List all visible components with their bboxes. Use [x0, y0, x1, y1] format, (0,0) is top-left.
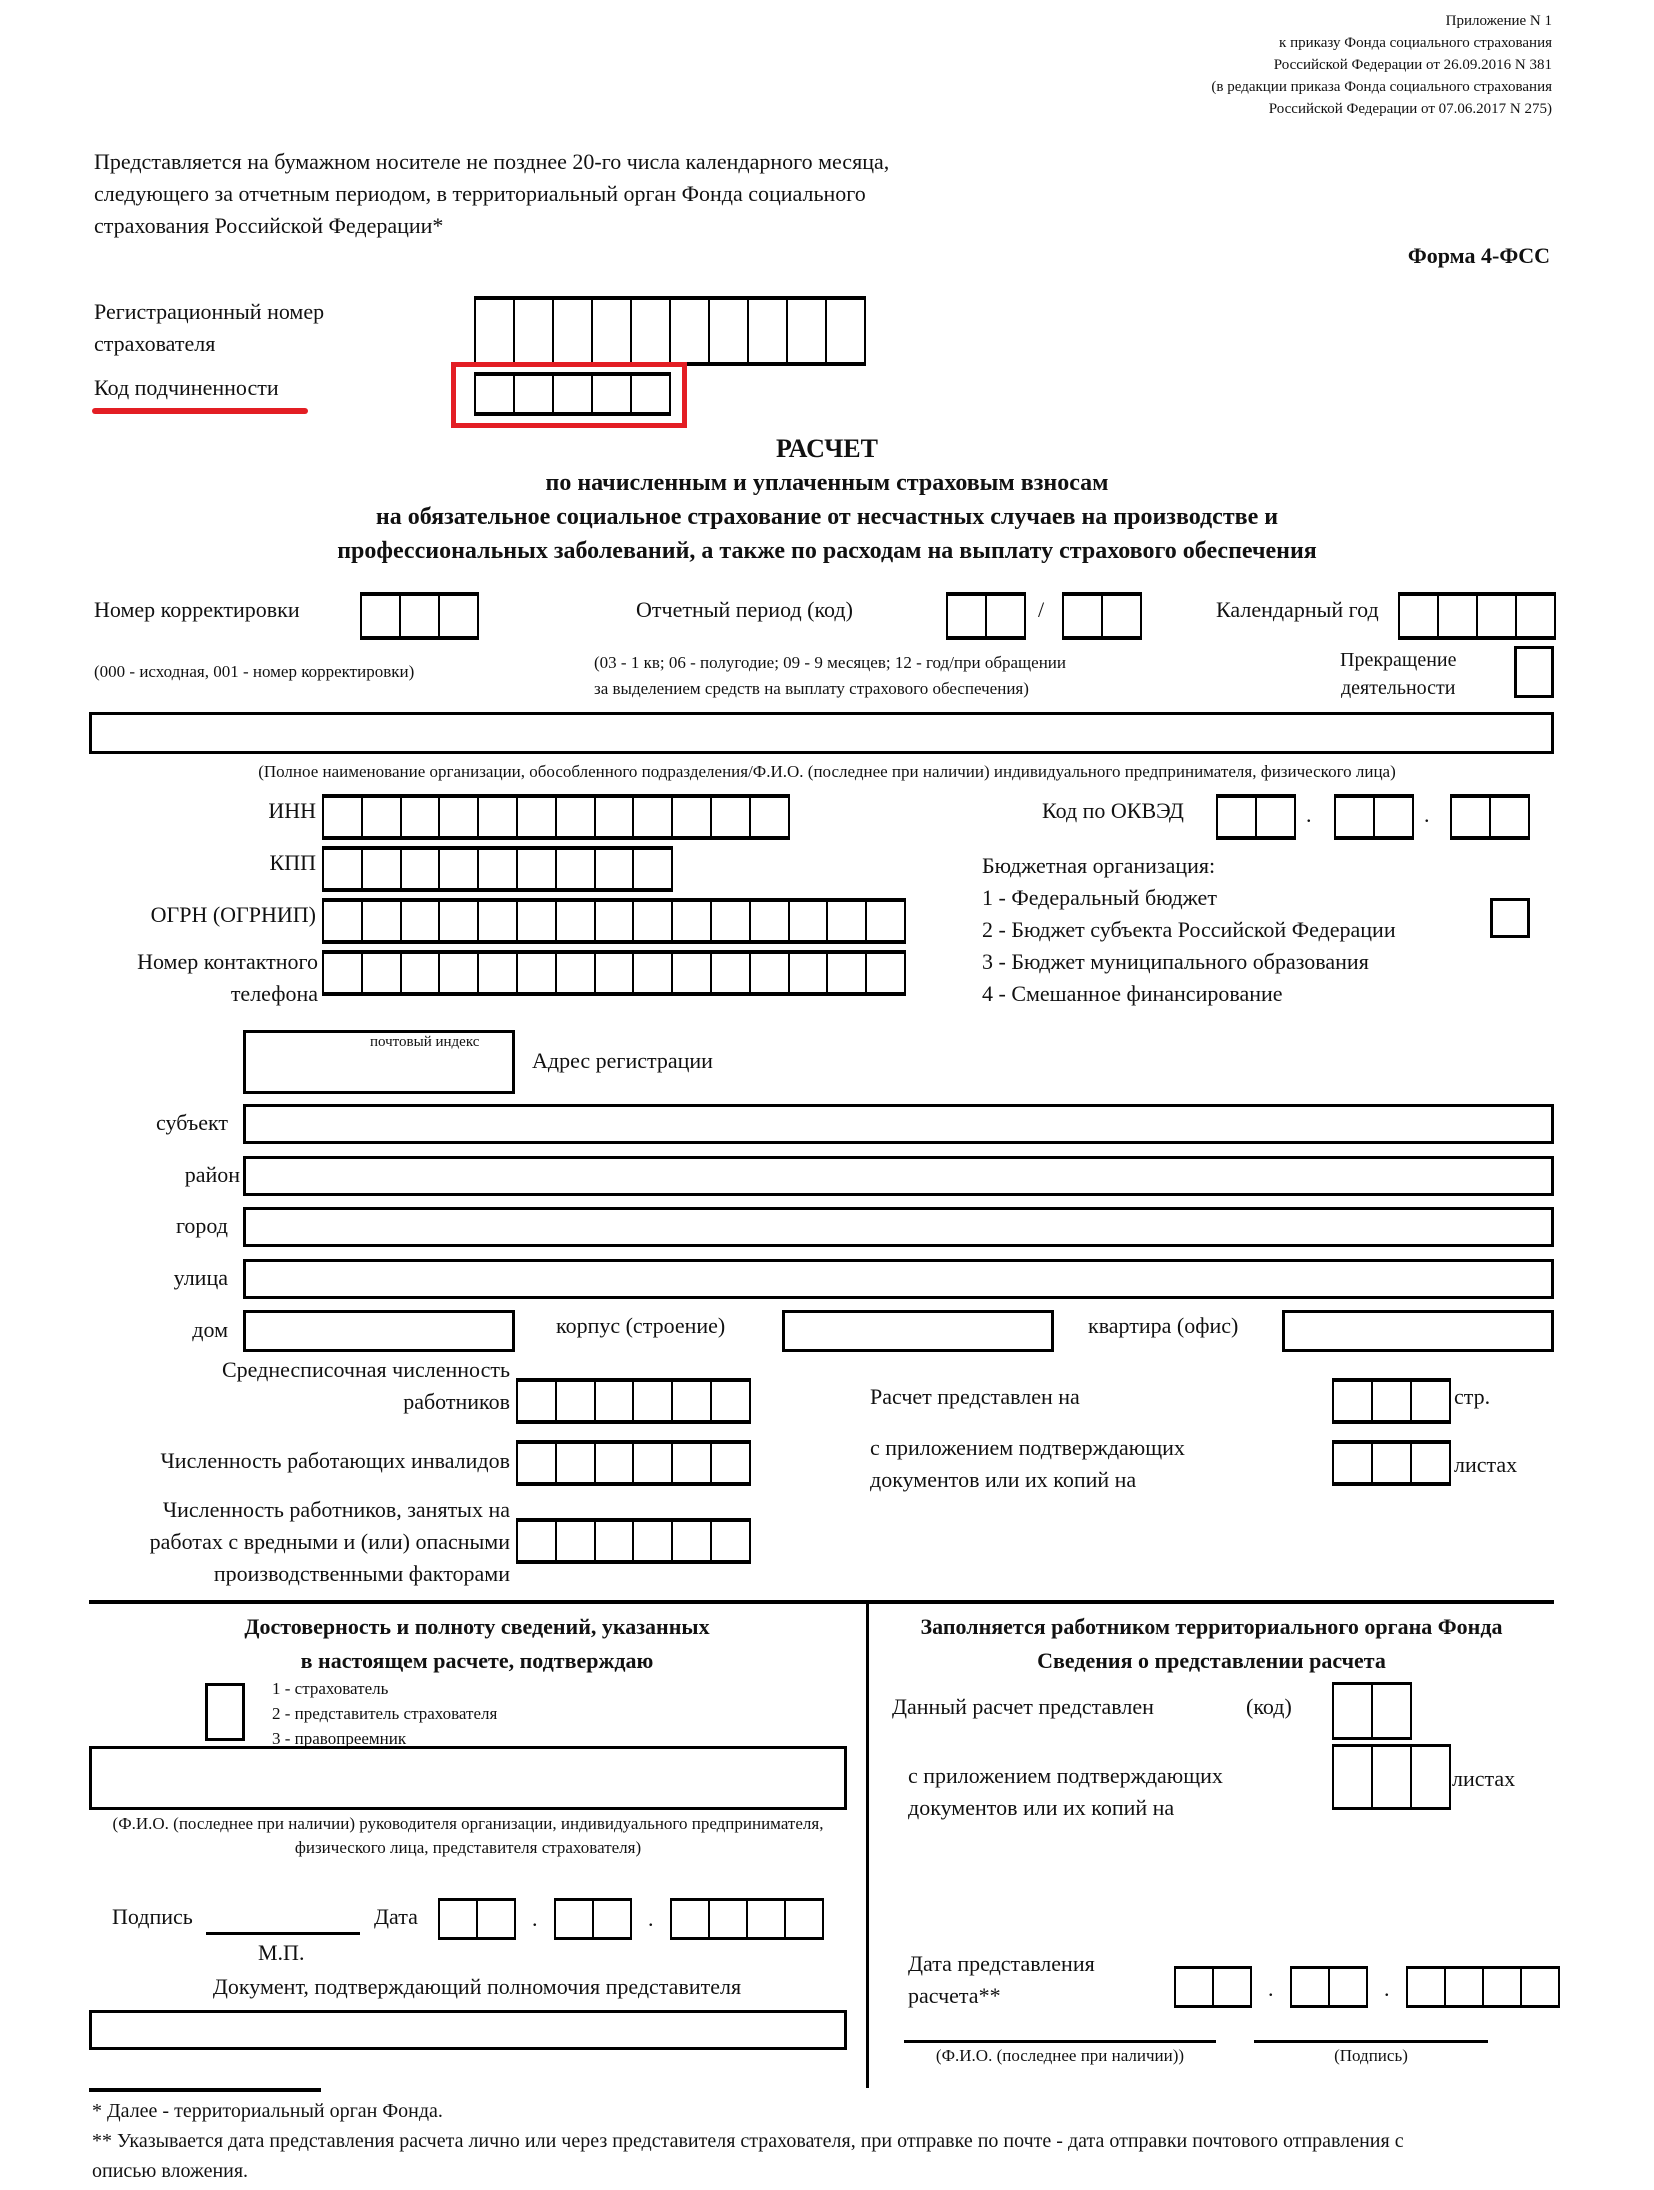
- cell[interactable]: [593, 376, 632, 412]
- disabled-cells[interactable]: [516, 1440, 751, 1486]
- budget-option: 1 - Федеральный бюджет: [982, 885, 1217, 910]
- fund-submitted-label: Данный расчет представлен: [892, 1694, 1154, 1719]
- termination-label: [1340, 646, 1456, 702]
- period-hint: [594, 650, 1066, 702]
- attach-line: с приложением подтверждающих: [870, 1435, 1185, 1460]
- hazard-line: производственными факторами: [213, 1561, 510, 1586]
- cell[interactable]: [363, 902, 402, 940]
- cell[interactable]: [1336, 798, 1375, 836]
- cell[interactable]: [788, 300, 827, 362]
- cell[interactable]: [712, 1444, 751, 1482]
- org-name-field[interactable]: [89, 712, 1554, 754]
- fund-fio-hint: (Ф.И.О. (последнее при наличии)): [935, 2046, 1185, 2065]
- cell[interactable]: [751, 954, 790, 992]
- attach-unit: листах: [1454, 1452, 1518, 1477]
- confirm-title: [89, 1610, 865, 1678]
- house-label: дом: [192, 1317, 228, 1342]
- cell[interactable]: [987, 596, 1026, 636]
- cell[interactable]: [710, 300, 749, 362]
- cell[interactable]: [712, 954, 751, 992]
- form-name: Форма 4-ФСС: [1407, 243, 1550, 268]
- phone-label-line: телефона: [230, 981, 318, 1006]
- subordination-cells[interactable]: [474, 372, 671, 416]
- date-dot: .: [1268, 1976, 1274, 2001]
- cell[interactable]: [1478, 596, 1517, 636]
- cell[interactable]: [634, 798, 673, 836]
- authority-doc-field[interactable]: [89, 2010, 847, 2050]
- cell[interactable]: [1484, 1969, 1522, 2005]
- cell[interactable]: [363, 850, 402, 888]
- inn-cells[interactable]: [322, 794, 790, 840]
- date-dot: .: [532, 1906, 538, 1931]
- appendix-note: [1211, 10, 1552, 120]
- cell[interactable]: [671, 300, 710, 362]
- date-dot: .: [1384, 1976, 1390, 2001]
- kpp-cells[interactable]: [322, 846, 673, 892]
- appendix-line: Российской Федерации от 26.09.2016 N 381: [1273, 57, 1552, 73]
- cell[interactable]: [363, 798, 402, 836]
- reg-number-label-line: страхователя: [94, 331, 216, 356]
- period-separator: /: [1038, 597, 1045, 622]
- cell[interactable]: [556, 1901, 594, 1937]
- cell[interactable]: [479, 902, 518, 940]
- cell[interactable]: [1439, 596, 1478, 636]
- document-title: [0, 432, 1654, 568]
- correction-cells[interactable]: [360, 592, 479, 640]
- cell[interactable]: [1412, 1747, 1451, 1807]
- fund-date-day[interactable]: [1174, 1966, 1252, 2008]
- cell[interactable]: [748, 1901, 786, 1937]
- cell[interactable]: [515, 300, 554, 362]
- signature-label: Подпись: [112, 1904, 193, 1929]
- subject-label: субъект: [156, 1110, 228, 1135]
- signer-type-checkbox[interactable]: [205, 1683, 245, 1741]
- building-field[interactable]: [782, 1310, 1054, 1352]
- signer-option: 3 - правопреемник: [272, 1729, 407, 1748]
- cell[interactable]: [634, 1444, 673, 1482]
- confirm-date-year[interactable]: [670, 1898, 824, 1940]
- cell[interactable]: [1257, 798, 1296, 836]
- cell[interactable]: [672, 1901, 710, 1937]
- cell[interactable]: [440, 850, 479, 888]
- cell[interactable]: [402, 798, 441, 836]
- cell[interactable]: [518, 798, 557, 836]
- org-name-hint: (Полное наименование организации, обособленного подразделения/Ф.И.О. (последнее при наличии) индивидуального предпринимателя, физического лица): [258, 762, 1396, 781]
- cell[interactable]: [596, 902, 635, 940]
- confirm-title-line: в настоящем расчете, подтверждаю: [300, 1648, 654, 1673]
- subordination-label: Код подчиненности: [94, 375, 279, 400]
- fund-date-year[interactable]: [1406, 1966, 1560, 2008]
- city-field[interactable]: [243, 1207, 1554, 1247]
- fund-date-month[interactable]: [1290, 1966, 1368, 2008]
- city-label: город: [175, 1213, 228, 1238]
- cell[interactable]: [948, 596, 987, 636]
- cell[interactable]: [479, 954, 518, 992]
- appendix-line: к приказу Фонда социального страхования: [1279, 35, 1552, 51]
- cell[interactable]: [324, 798, 363, 836]
- cell[interactable]: [476, 376, 515, 412]
- year-label: Календарный год: [1216, 597, 1379, 622]
- cell[interactable]: [634, 902, 673, 940]
- hazard-line: Численность работников, занятых на: [162, 1497, 510, 1522]
- avg-headcount-line: работников: [403, 1389, 510, 1414]
- cell[interactable]: [1522, 1969, 1560, 2005]
- ogrn-cells[interactable]: [322, 898, 906, 944]
- attach-line: документов или их копий на: [870, 1467, 1137, 1492]
- cell[interactable]: [518, 1444, 557, 1482]
- cell[interactable]: [1446, 1969, 1484, 2005]
- confirm-date-day[interactable]: [438, 1898, 516, 1940]
- fund-title-line: Сведения о представлении расчета: [1037, 1648, 1386, 1673]
- cell[interactable]: [479, 798, 518, 836]
- title-line: по начисленным и уплаченным страховым взносам: [545, 470, 1109, 496]
- period-hint-line: (03 - 1 кв; 06 - полугодие; 09 - 9 месяцев; 12 - год/при обращении: [594, 653, 1066, 672]
- subject-field[interactable]: [243, 1104, 1554, 1144]
- fund-attach-line: с приложением подтверждающих: [908, 1763, 1223, 1788]
- phone-label-line: Номер контактного: [137, 949, 318, 974]
- cell[interactable]: [1452, 798, 1491, 836]
- reg-number-label-line: Регистрационный номер: [94, 299, 325, 324]
- cell[interactable]: [557, 1382, 596, 1420]
- cell[interactable]: [596, 954, 635, 992]
- apartment-field[interactable]: [1282, 1310, 1554, 1352]
- fund-sign-hint: (Подпись): [1334, 2046, 1408, 2065]
- cell[interactable]: [557, 902, 596, 940]
- signer-option: 2 - представитель страхователя: [272, 1704, 498, 1723]
- cell[interactable]: [1103, 596, 1142, 636]
- cell[interactable]: [518, 1522, 557, 1560]
- footnote: ** Указывается дата представления расчета лично или через представителя страхователя, при отправке по почте - дата отправки почтового отправления с: [92, 2130, 1404, 2152]
- cell[interactable]: [632, 300, 671, 362]
- fund-fio-line[interactable]: [904, 2040, 1216, 2043]
- cell[interactable]: [712, 1522, 751, 1560]
- cell[interactable]: [557, 1444, 596, 1482]
- district-label: район: [184, 1162, 240, 1187]
- cell[interactable]: [593, 300, 632, 362]
- cell[interactable]: [1373, 1382, 1412, 1420]
- submission-line: страхования Российской Федерации*: [94, 213, 444, 238]
- cell[interactable]: [634, 954, 673, 992]
- cell[interactable]: [515, 376, 554, 412]
- okved-cells-2[interactable]: [1334, 794, 1414, 840]
- cell[interactable]: [634, 1522, 673, 1560]
- cell[interactable]: [518, 902, 557, 940]
- cell[interactable]: [518, 850, 557, 888]
- street-field[interactable]: [243, 1259, 1554, 1299]
- cell[interactable]: [786, 1901, 824, 1937]
- cell[interactable]: [1214, 1969, 1252, 2005]
- phone-label: [80, 946, 318, 1010]
- okved-cells-3[interactable]: [1450, 794, 1530, 840]
- cell[interactable]: [554, 300, 593, 362]
- title-line: на обязательное социальное страхование от несчастных случаев на производстве и: [375, 504, 1279, 530]
- footnote: описью вложения.: [92, 2160, 249, 2182]
- signer-fio-hint: [89, 1812, 847, 1860]
- signer-type-options: [272, 1676, 497, 1751]
- authority-doc-label: Документ, подтверждающий полномочия представителя: [212, 1974, 742, 1999]
- correction-hint: (000 - исходная, 001 - номер корректировки): [94, 662, 415, 681]
- cell[interactable]: [1218, 798, 1257, 836]
- confirm-title-line: Достоверность и полноту сведений, указанных: [244, 1614, 710, 1639]
- signer-option: 1 - страхователь: [272, 1679, 389, 1698]
- cell[interactable]: [828, 902, 867, 940]
- fund-attach-unit: листах: [1452, 1766, 1516, 1791]
- cell[interactable]: [749, 300, 788, 362]
- fund-sign-line[interactable]: [1254, 2040, 1488, 2043]
- cell[interactable]: [1412, 1444, 1451, 1482]
- cell[interactable]: [440, 954, 479, 992]
- cell[interactable]: [1064, 596, 1103, 636]
- cell[interactable]: [867, 954, 906, 992]
- cell[interactable]: [479, 850, 518, 888]
- fund-code-label: (код): [1246, 1694, 1292, 1719]
- hazard-cells[interactable]: [516, 1518, 751, 1564]
- year-cells[interactable]: [1398, 592, 1556, 640]
- section-divider: [89, 1600, 1554, 1604]
- cell[interactable]: [790, 902, 829, 940]
- budget-option: 4 - Смешанное финансирование: [982, 981, 1283, 1006]
- appendix-line: (в редакции приказа Фонда социального страхования: [1211, 79, 1552, 95]
- footnotes: [92, 2096, 1404, 2186]
- cell[interactable]: [867, 902, 906, 940]
- cell[interactable]: [673, 954, 712, 992]
- cell[interactable]: [362, 596, 401, 636]
- cell[interactable]: [402, 850, 441, 888]
- cell[interactable]: [402, 902, 441, 940]
- submission-line: Представляется на бумажном носителе не позднее 20-го числа календарного месяца,: [94, 149, 890, 174]
- pages-unit: стр.: [1454, 1384, 1491, 1409]
- cell[interactable]: [751, 798, 790, 836]
- cell[interactable]: [828, 954, 867, 992]
- cell[interactable]: [557, 954, 596, 992]
- cell[interactable]: [1334, 1444, 1373, 1482]
- okved-dot: .: [1306, 802, 1312, 827]
- cell[interactable]: [1373, 1444, 1412, 1482]
- district-field[interactable]: [243, 1156, 1554, 1196]
- avg-headcount-cells[interactable]: [516, 1378, 751, 1424]
- cell[interactable]: [1373, 1747, 1412, 1807]
- hazard-label: [60, 1494, 510, 1590]
- ogrn-label: ОГРН (ОГРНИП): [150, 902, 316, 927]
- cell[interactable]: [402, 954, 441, 992]
- fund-attach-label: [908, 1760, 1223, 1824]
- cell[interactable]: [1375, 798, 1414, 836]
- cell[interactable]: [1334, 1747, 1373, 1807]
- cell[interactable]: [1517, 596, 1556, 636]
- cell[interactable]: [1334, 1382, 1373, 1420]
- fund-title: [869, 1610, 1554, 1678]
- cell[interactable]: [673, 1444, 712, 1482]
- cell[interactable]: [557, 850, 596, 888]
- cell[interactable]: [1412, 1382, 1451, 1420]
- cell[interactable]: [790, 954, 829, 992]
- cell[interactable]: [594, 1901, 632, 1937]
- fund-attach-cells[interactable]: [1332, 1744, 1451, 1810]
- disabled-label: Численность работающих инвалидов: [160, 1448, 510, 1473]
- building-label: корпус (строение): [556, 1313, 726, 1338]
- kpp-label: КПП: [269, 850, 316, 875]
- cell[interactable]: [1334, 1685, 1373, 1737]
- cell[interactable]: [596, 1522, 635, 1560]
- budget-option: 2 - Бюджет субъекта Российской Федерации: [982, 917, 1396, 942]
- cell[interactable]: [1408, 1969, 1446, 2005]
- signer-fio-field[interactable]: [89, 1746, 847, 1810]
- period-hint-line: за выделением средств на выплату страхового обеспечения): [594, 679, 1029, 698]
- reg-number-cells[interactable]: [474, 296, 866, 366]
- appendix-line: Приложение N 1: [1445, 13, 1552, 29]
- submission-note: [94, 146, 889, 242]
- cell[interactable]: [324, 954, 363, 992]
- cell[interactable]: [440, 902, 479, 940]
- cell[interactable]: [363, 954, 402, 992]
- cell[interactable]: [596, 1382, 635, 1420]
- house-field[interactable]: [243, 1310, 515, 1352]
- cell[interactable]: [557, 1522, 596, 1560]
- cell[interactable]: [1491, 798, 1530, 836]
- cell[interactable]: [324, 902, 363, 940]
- budget-title: Бюджетная организация:: [982, 853, 1216, 878]
- cell[interactable]: [401, 596, 440, 636]
- fund-date-label-line: Дата представления: [908, 1951, 1095, 1976]
- cell[interactable]: [827, 300, 866, 362]
- cell[interactable]: [518, 954, 557, 992]
- confirm-date-month[interactable]: [554, 1898, 632, 1940]
- footnote: * Далее - территориальный орган Фонда.: [92, 2100, 443, 2122]
- cell[interactable]: [476, 300, 515, 362]
- fund-date-label-line: расчета**: [908, 1983, 1001, 2008]
- cell[interactable]: [712, 798, 751, 836]
- pages-cells[interactable]: [1332, 1378, 1451, 1424]
- cell[interactable]: [1400, 596, 1439, 636]
- cell[interactable]: [518, 1382, 557, 1420]
- title-main: РАСЧЕТ: [776, 434, 878, 463]
- cell[interactable]: [596, 850, 635, 888]
- cell[interactable]: [634, 1382, 673, 1420]
- signer-fio-hint-line: (Ф.И.О. (последнее при наличии) руководителя организации, индивидуального предпринимателя,: [112, 1814, 824, 1833]
- cell[interactable]: [478, 1901, 516, 1937]
- cell[interactable]: [673, 798, 712, 836]
- fund-title-line: Заполняется работником территориального органа Фонда: [920, 1614, 1503, 1639]
- okved-label: Код по ОКВЭД: [1042, 798, 1184, 823]
- cell[interactable]: [554, 376, 593, 412]
- attach-label: [870, 1432, 1185, 1496]
- cell[interactable]: [712, 1382, 751, 1420]
- okved-dot: .: [1424, 802, 1430, 827]
- cell[interactable]: [1373, 1685, 1412, 1737]
- period-cells-2[interactable]: [1062, 592, 1142, 640]
- correction-label: Номер корректировки: [94, 597, 300, 622]
- termination-checkbox[interactable]: [1514, 646, 1554, 698]
- budget-checkbox[interactable]: [1490, 898, 1530, 938]
- pages-label: Расчет представлен на: [870, 1384, 1080, 1409]
- cell[interactable]: [634, 850, 673, 888]
- okved-cells-1[interactable]: [1216, 794, 1296, 840]
- avg-headcount-label: [100, 1354, 510, 1418]
- appendix-line: Российской Федерации от 07.06.2017 N 275): [1268, 101, 1552, 117]
- signature-line[interactable]: [206, 1932, 360, 1935]
- apartment-label: квартира (офис): [1088, 1313, 1239, 1338]
- submission-line: следующего за отчетным периодом, в территориальный орган Фонда социального: [94, 181, 866, 206]
- street-label: улица: [173, 1265, 228, 1290]
- cell[interactable]: [1176, 1969, 1214, 2005]
- budget-block: [982, 850, 1396, 1010]
- cell[interactable]: [557, 798, 596, 836]
- cell[interactable]: [710, 1901, 748, 1937]
- address-title: Адрес регистрации: [532, 1048, 713, 1073]
- cell[interactable]: [673, 902, 712, 940]
- cell[interactable]: [596, 1444, 635, 1482]
- period-label: Отчетный период (код): [636, 597, 853, 622]
- cell[interactable]: [673, 1382, 712, 1420]
- subordination-underline: [92, 408, 308, 414]
- termination-label-line: Прекращение: [1340, 649, 1457, 671]
- cell[interactable]: [1292, 1969, 1330, 2005]
- cell[interactable]: [324, 850, 363, 888]
- reg-number-label: [94, 296, 324, 360]
- attach-cells[interactable]: [1332, 1440, 1451, 1486]
- cell[interactable]: [1330, 1969, 1368, 2005]
- inn-label: ИНН: [268, 798, 316, 823]
- cell[interactable]: [596, 798, 635, 836]
- avg-headcount-line: Среднесписочная численность: [221, 1357, 510, 1382]
- stamp-label: М.П.: [258, 1940, 305, 1965]
- budget-option: 3 - Бюджет муниципального образования: [982, 949, 1369, 974]
- postal-code-label: почтовый индекс: [370, 1034, 480, 1050]
- period-cells[interactable]: [946, 592, 1026, 640]
- cell[interactable]: [632, 376, 671, 412]
- footnote-divider: [89, 2088, 321, 2092]
- termination-label-line: деятельности: [1340, 677, 1456, 699]
- fund-attach-line: документов или их копий на: [908, 1795, 1175, 1820]
- title-line: профессиональных заболеваний, а также по расходам на выплату страхового обеспечения: [337, 538, 1317, 564]
- cell[interactable]: [440, 596, 479, 636]
- signer-fio-hint-line: физического лица, представителя страхователя): [294, 1838, 642, 1857]
- date-label: Дата: [374, 1904, 418, 1929]
- date-dot: .: [648, 1906, 654, 1931]
- cell[interactable]: [440, 798, 479, 836]
- cell[interactable]: [440, 1901, 478, 1937]
- hazard-line: работах с вредными и (или) опасными: [149, 1529, 510, 1554]
- fund-code-cells[interactable]: [1332, 1682, 1412, 1740]
- cell[interactable]: [673, 1522, 712, 1560]
- phone-cells[interactable]: [322, 950, 906, 996]
- cell[interactable]: [712, 902, 751, 940]
- cell[interactable]: [751, 902, 790, 940]
- fund-date-label: [908, 1948, 1095, 2012]
